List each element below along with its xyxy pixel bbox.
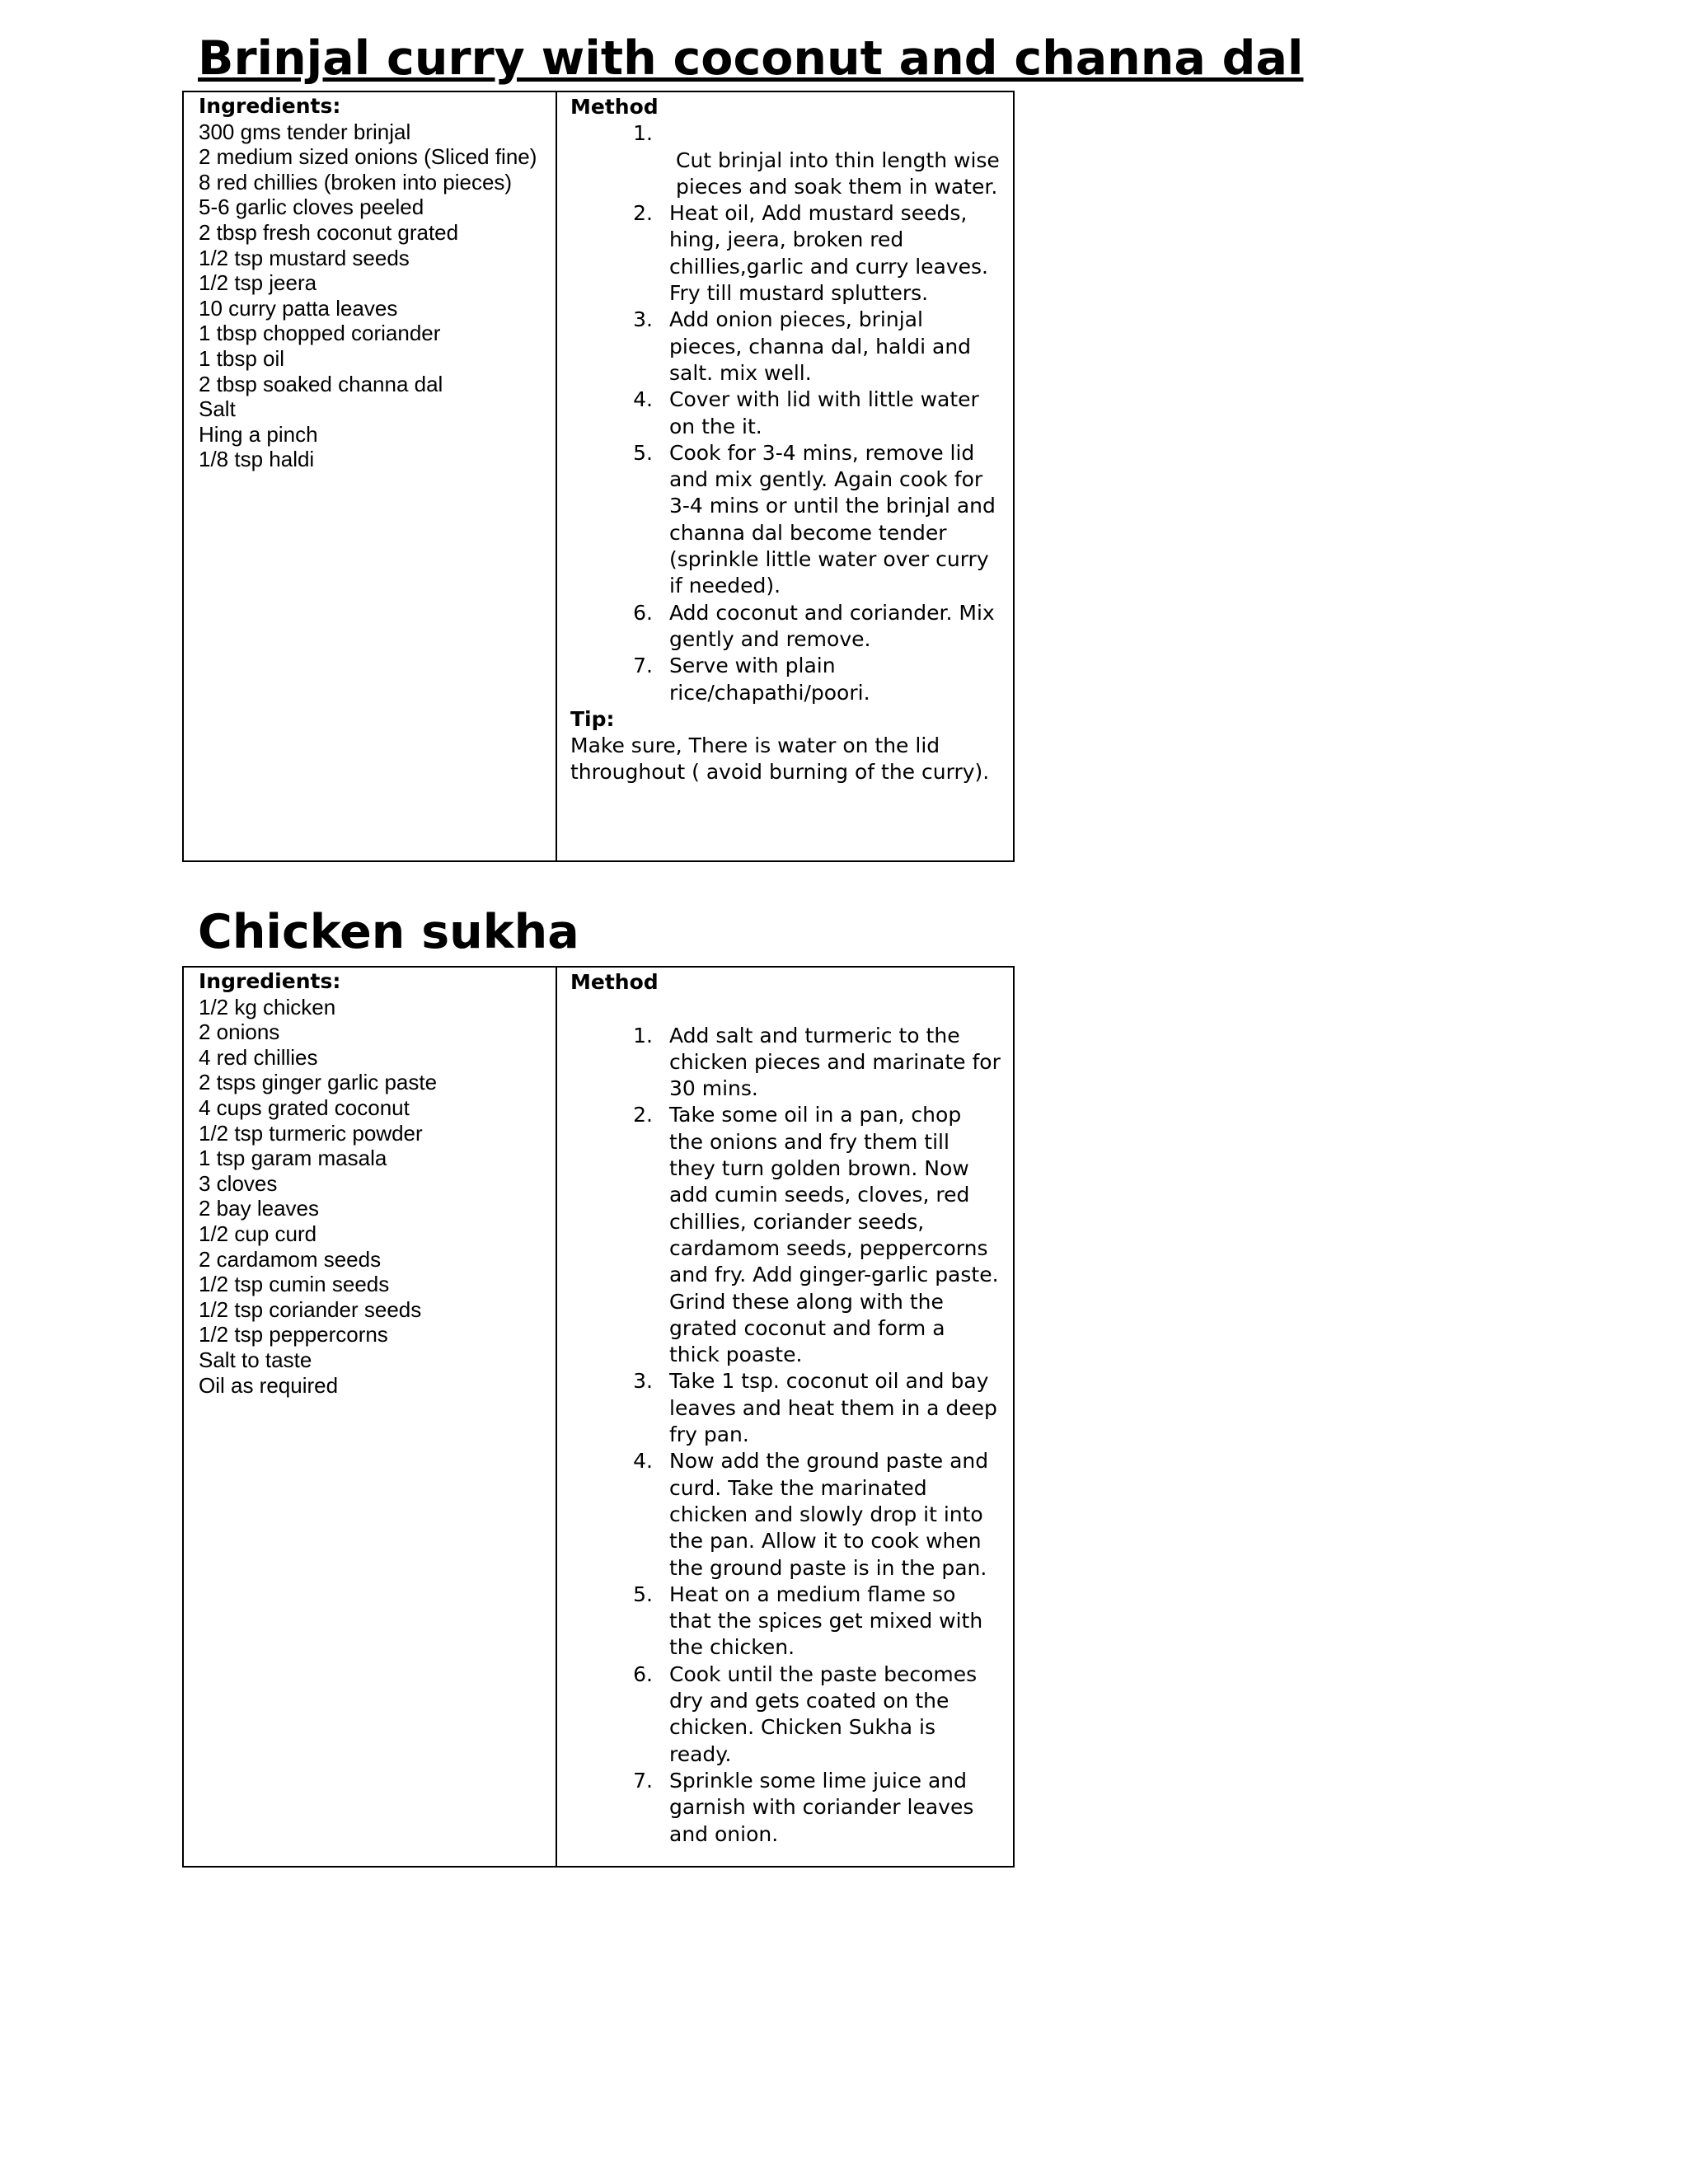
- step-number: 7.: [633, 1768, 653, 1793]
- ingredient-item: 1/2 tsp peppercorns: [199, 1322, 388, 1347]
- ingredient-item: 1/2 tsp jeera: [199, 270, 317, 296]
- step-text: Add salt and turmeric to the chicken pieces and marinate for 30 mins.: [669, 1023, 1001, 1101]
- recipe-title: Chicken sukha: [198, 905, 579, 959]
- ingredient-item: 1/2 tsp mustard seeds: [199, 245, 410, 270]
- ingredient-item: 2 bay leaves: [199, 1196, 319, 1221]
- ingredients-list: [199, 995, 556, 1399]
- ingredient-item: Salt: [199, 396, 236, 422]
- recipe-table: [182, 966, 1015, 1868]
- recipe-table: [182, 91, 1015, 862]
- method-step: [570, 600, 1001, 654]
- ingredient-item: Hing a pinch: [199, 421, 318, 447]
- step-number: 2.: [633, 201, 653, 226]
- method-step: [570, 1023, 1001, 1103]
- ingredients-heading: Ingredients:: [199, 969, 341, 993]
- method-step: [570, 1448, 1001, 1581]
- method-step: [570, 1661, 1001, 1768]
- step-number: 6.: [633, 600, 653, 625]
- ingredient-item: 4 cups grated coconut: [199, 1094, 410, 1120]
- ingredient-item: 2 onions: [199, 1019, 280, 1045]
- ingredient-item: 2 medium sized onions (Sliced fine): [199, 144, 537, 170]
- ingredient-item: 1 tbsp chopped coriander: [199, 321, 441, 346]
- ingredient-item: 1/8 tsp haldi: [199, 447, 315, 472]
- step-number: 5.: [633, 440, 653, 465]
- ingredient-item: 1 tbsp oil: [199, 345, 285, 371]
- ingredient-item: 1/2 tsp turmeric powder: [199, 1120, 423, 1146]
- step-text: Cook until the paste becomes dry and gets coated on the chicken. Chicken Sukha is ready.: [669, 1661, 978, 1766]
- ingredient-item: 4 red chillies: [199, 1044, 318, 1070]
- ingredients-heading: Ingredients:: [199, 94, 341, 118]
- method-step: [570, 120, 1001, 200]
- method-step: [570, 440, 1001, 600]
- step-text: Now add the ground paste and curd. Take the marinated chicken and slowly drop it into the pan. Allow it to cook when the ground paste is in the pan.: [669, 1449, 989, 1580]
- ingredient-item: 8 red chillies (broken into pieces): [199, 169, 513, 194]
- method-steps: [570, 1023, 1001, 1848]
- step-number: 2.: [633, 1103, 653, 1127]
- method-column: [557, 92, 1013, 860]
- method-heading: Method: [570, 95, 659, 119]
- step-text: Add coconut and coriander. Mix gently and remove.: [669, 600, 995, 651]
- step-text: Add onion pieces, brinjal pieces, channa dal, haldi and salt. mix well.: [669, 307, 972, 385]
- step-number: 4.: [633, 1449, 653, 1474]
- method-step: [570, 1768, 1001, 1848]
- method-step: [570, 200, 1001, 307]
- ingredient-item: 1 tsp garam masala: [199, 1146, 387, 1171]
- ingredient-item: 1/2 tsp coriander seeds: [199, 1296, 422, 1322]
- ingredients-list: [199, 120, 556, 472]
- step-number: 5.: [633, 1582, 653, 1606]
- step-text: Take 1 tsp. coconut oil and bay leaves and heat them in a deep fry pan.: [669, 1369, 997, 1447]
- ingredient-item: 5-6 garlic cloves peeled: [199, 194, 424, 220]
- step-number: 7.: [633, 654, 653, 678]
- ingredient-item: 300 gms tender brinjal: [199, 119, 411, 144]
- ingredient-item: 2 tbsp soaked channa dal: [199, 371, 443, 396]
- step-text: Cut brinjal into thin length wise pieces and soak them in water.: [676, 148, 1000, 199]
- step-number: 3.: [633, 307, 653, 332]
- ingredient-item: 1/2 cup curd: [199, 1221, 317, 1246]
- ingredient-item: 2 tsps ginger garlic paste: [199, 1070, 438, 1095]
- ingredient-item: 1/2 tsp cumin seeds: [199, 1272, 390, 1297]
- method-step: [570, 653, 1001, 706]
- ingredient-item: 1/2 kg chicken: [199, 994, 336, 1019]
- tip-heading: Tip:: [570, 706, 615, 731]
- ingredients-column: [184, 968, 557, 1866]
- ingredient-item: Salt to taste: [199, 1347, 312, 1372]
- method-step: [570, 387, 1001, 440]
- ingredient-item: Oil as required: [199, 1372, 339, 1398]
- step-number: 1.: [633, 1023, 653, 1047]
- step-text: Heat oil, Add mustard seeds, hing, jeera, broken red chillies,garlic and curry leaves. Fry till mustard splutters.: [669, 201, 988, 306]
- recipe-title: Brinjal curry with coconut and channa dal: [198, 31, 1304, 86]
- method-step: [570, 1102, 1001, 1368]
- method-steps: [570, 120, 1001, 706]
- step-text: Take some oil in a pan, chop the onions and fry them till they turn golden brown. Now add cumin seeds, cloves, red chillies, coriander seeds, cardamom seeds, peppercorns and fry. Add ginger-garlic paste. Grind these along with the grated coconut and form a thick poaste.: [669, 1103, 999, 1367]
- method-heading: Method: [570, 970, 659, 994]
- step-text: Cover with lid with little water on the it.: [669, 387, 979, 438]
- method-column: [557, 968, 1013, 1866]
- ingredient-item: 2 tbsp fresh coconut grated: [199, 219, 459, 245]
- tip-text: Make sure, There is water on the lid throughout ( avoid burning of the curry).: [570, 733, 990, 785]
- step-text: Cook for 3-4 mins, remove lid and mix gently. Again cook for 3-4 mins or until the brinjal and channa dal become tender (sprinkle little water over curry if needed).: [669, 440, 996, 598]
- step-text: Heat on a medium flame so that the spices get mixed with the chicken.: [669, 1582, 983, 1660]
- ingredient-item: 10 curry patta leaves: [199, 295, 398, 321]
- step-text: Serve with plain rice/chapathi/poori.: [669, 654, 870, 705]
- step-number: 3.: [633, 1369, 653, 1394]
- ingredients-column: [184, 92, 557, 860]
- step-number: 6.: [633, 1661, 653, 1686]
- method-step: [570, 1368, 1001, 1448]
- method-step: [570, 1582, 1001, 1661]
- step-text: Sprinkle some lime juice and garnish with coriander leaves and onion.: [669, 1768, 974, 1846]
- step-number: 4.: [633, 387, 653, 412]
- step-number: 1.: [633, 121, 653, 146]
- ingredient-item: 3 cloves: [199, 1170, 278, 1196]
- method-step: [570, 307, 1001, 387]
- ingredient-item: 2 cardamom seeds: [199, 1246, 382, 1272]
